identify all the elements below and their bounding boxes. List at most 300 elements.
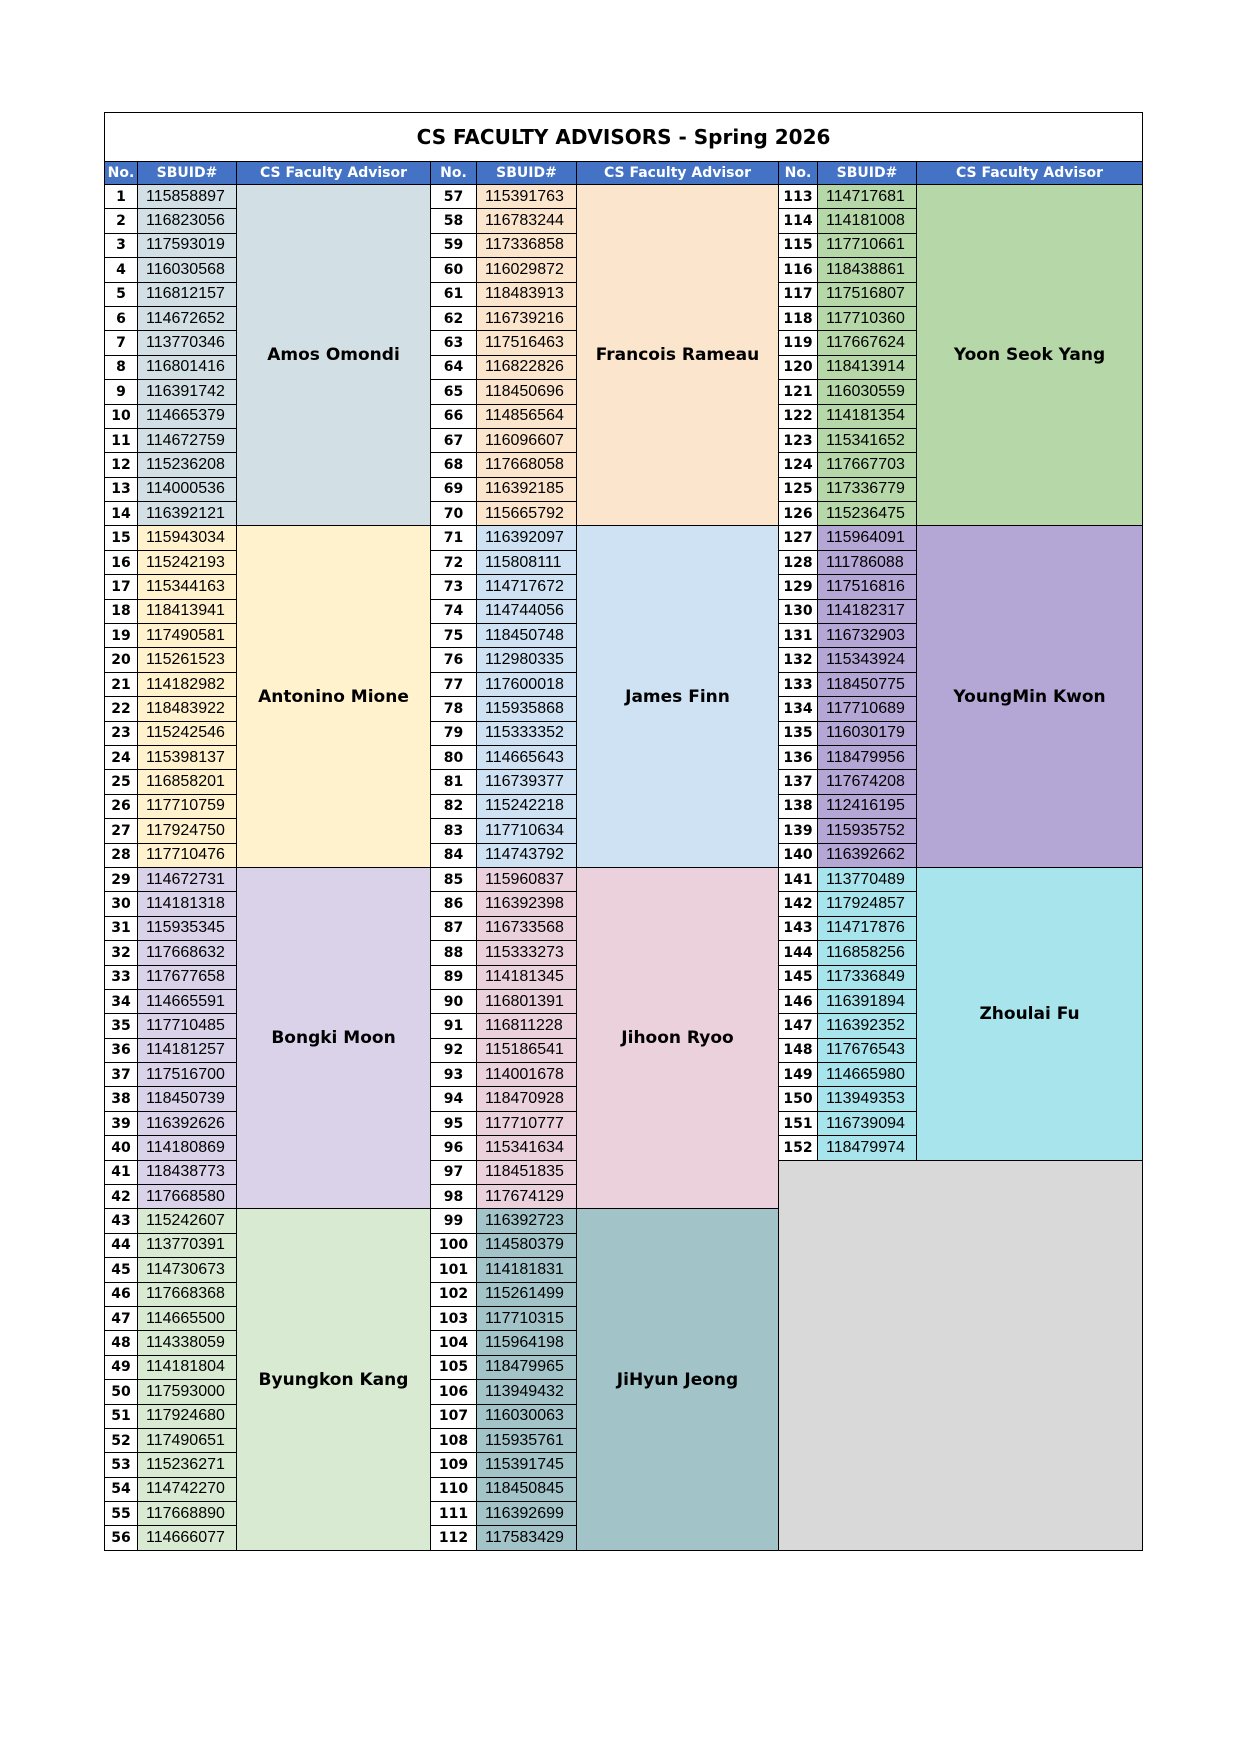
sbuid-cell: 116392121 <box>138 502 237 526</box>
row-number: 41 <box>105 1160 138 1184</box>
sbuid-cell: 115935345 <box>138 916 237 940</box>
advisor-name: Yoon Seok Yang <box>917 185 1143 526</box>
sbuid-cell: 117710315 <box>477 1306 577 1330</box>
row-number: 51 <box>105 1404 138 1428</box>
row-number: 117 <box>779 282 818 306</box>
row-number: 63 <box>431 331 477 355</box>
header-advisor: CS Faculty Advisor <box>917 162 1143 185</box>
sbuid-cell: 118413941 <box>138 599 237 623</box>
row-number: 22 <box>105 697 138 721</box>
sbuid-cell: 117710485 <box>138 1014 237 1038</box>
row-number: 20 <box>105 648 138 672</box>
sbuid-cell: 117674129 <box>477 1185 577 1209</box>
sbuid-cell: 114001678 <box>477 1063 577 1087</box>
row-number: 121 <box>779 380 818 404</box>
sbuid-cell: 116030179 <box>818 721 917 745</box>
sbuid-cell: 114181257 <box>138 1038 237 1062</box>
sbuid-cell: 115341652 <box>818 428 917 452</box>
sbuid-cell: 118470928 <box>477 1087 577 1111</box>
row-number: 95 <box>431 1111 477 1135</box>
row-number: 28 <box>105 843 138 867</box>
row-number: 24 <box>105 745 138 769</box>
row-number: 8 <box>105 355 138 379</box>
sbuid-cell: 114856564 <box>477 404 577 428</box>
row-number: 65 <box>431 380 477 404</box>
sbuid-cell: 118450845 <box>477 1477 577 1501</box>
row-number: 96 <box>431 1136 477 1160</box>
row-number: 130 <box>779 599 818 623</box>
sbuid-cell: 113770346 <box>138 331 237 355</box>
row-number: 90 <box>431 989 477 1013</box>
row-number: 62 <box>431 306 477 330</box>
empty-area <box>779 1160 1143 1550</box>
sbuid-cell: 117516700 <box>138 1063 237 1087</box>
sbuid-cell: 114672652 <box>138 306 237 330</box>
row-number: 76 <box>431 648 477 672</box>
sbuid-cell: 116391742 <box>138 380 237 404</box>
row-number: 40 <box>105 1136 138 1160</box>
sbuid-cell: 115391763 <box>477 185 577 209</box>
row-number: 150 <box>779 1087 818 1111</box>
row-number: 34 <box>105 989 138 1013</box>
row-number: 102 <box>431 1282 477 1306</box>
advisor-table <box>104 112 1143 1551</box>
row-number: 141 <box>779 867 818 891</box>
sbuid-cell: 113949353 <box>818 1087 917 1111</box>
sbuid-cell: 114744056 <box>477 599 577 623</box>
row-number: 50 <box>105 1380 138 1404</box>
header-sbuid: SBUID# <box>818 162 917 185</box>
row-number: 45 <box>105 1258 138 1282</box>
row-number: 36 <box>105 1038 138 1062</box>
row-number: 16 <box>105 550 138 574</box>
sbuid-cell: 115943034 <box>138 526 237 550</box>
sbuid-cell: 116392352 <box>818 1014 917 1038</box>
row-number: 60 <box>431 258 477 282</box>
header-row <box>105 162 1143 185</box>
advisor-name: JiHyun Jeong <box>577 1209 779 1550</box>
sbuid-cell: 116391894 <box>818 989 917 1013</box>
row-number: 139 <box>779 819 818 843</box>
sbuid-cell: 116739216 <box>477 306 577 330</box>
sbuid-cell: 114665643 <box>477 745 577 769</box>
sbuid-cell: 116733568 <box>477 916 577 940</box>
row-number: 54 <box>105 1477 138 1501</box>
sbuid-cell: 115344163 <box>138 575 237 599</box>
row-number: 77 <box>431 672 477 696</box>
row-number: 123 <box>779 428 818 452</box>
row-number: 131 <box>779 624 818 648</box>
row-number: 55 <box>105 1502 138 1526</box>
row-number: 86 <box>431 892 477 916</box>
row-number: 111 <box>431 1502 477 1526</box>
row-number: 89 <box>431 965 477 989</box>
advisor-name: Amos Omondi <box>237 185 431 526</box>
sbuid-cell: 118438773 <box>138 1160 237 1184</box>
row-number: 88 <box>431 941 477 965</box>
row-number: 48 <box>105 1331 138 1355</box>
sbuid-cell: 115242607 <box>138 1209 237 1233</box>
sbuid-cell: 112416195 <box>818 794 917 818</box>
row-number: 57 <box>431 185 477 209</box>
sbuid-cell: 115964198 <box>477 1331 577 1355</box>
sbuid-cell: 115935752 <box>818 819 917 843</box>
row-number: 140 <box>779 843 818 867</box>
sbuid-cell: 115964091 <box>818 526 917 550</box>
sbuid-cell: 115236271 <box>138 1453 237 1477</box>
row-number: 26 <box>105 794 138 818</box>
sbuid-cell: 118450739 <box>138 1087 237 1111</box>
sbuid-cell: 115261523 <box>138 648 237 672</box>
row-number: 68 <box>431 453 477 477</box>
sbuid-cell: 118413914 <box>818 355 917 379</box>
sbuid-cell: 115343924 <box>818 648 917 672</box>
sbuid-cell: 116392097 <box>477 526 577 550</box>
row-number: 70 <box>431 502 477 526</box>
row-number: 12 <box>105 453 138 477</box>
sbuid-cell: 117668632 <box>138 941 237 965</box>
sbuid-cell: 114181804 <box>138 1355 237 1379</box>
sbuid-cell: 115858897 <box>138 185 237 209</box>
row-number: 75 <box>431 624 477 648</box>
row-number: 73 <box>431 575 477 599</box>
row-number: 43 <box>105 1209 138 1233</box>
sbuid-cell: 114742270 <box>138 1477 237 1501</box>
sbuid-cell: 116811228 <box>477 1014 577 1038</box>
sbuid-cell: 117710360 <box>818 306 917 330</box>
row-number: 66 <box>431 404 477 428</box>
sbuid-cell: 117710476 <box>138 843 237 867</box>
sbuid-cell: 116801391 <box>477 989 577 1013</box>
sbuid-cell: 117668890 <box>138 1502 237 1526</box>
row-number: 138 <box>779 794 818 818</box>
sbuid-cell: 117710661 <box>818 233 917 257</box>
row-number: 97 <box>431 1160 477 1184</box>
row-number: 146 <box>779 989 818 1013</box>
sbuid-cell: 114672731 <box>138 867 237 891</box>
row-number: 110 <box>431 1477 477 1501</box>
row-number: 135 <box>779 721 818 745</box>
row-number: 119 <box>779 331 818 355</box>
sbuid-cell: 117516807 <box>818 282 917 306</box>
sbuid-cell: 116030559 <box>818 380 917 404</box>
advisor-name: James Finn <box>577 526 779 867</box>
sbuid-cell: 114000536 <box>138 477 237 501</box>
sbuid-cell: 114338059 <box>138 1331 237 1355</box>
sbuid-cell: 117593019 <box>138 233 237 257</box>
row-number: 67 <box>431 428 477 452</box>
sbuid-cell: 117674208 <box>818 770 917 794</box>
row-number: 38 <box>105 1087 138 1111</box>
row-number: 114 <box>779 209 818 233</box>
sbuid-cell: 117710689 <box>818 697 917 721</box>
sbuid-cell: 118450748 <box>477 624 577 648</box>
row-number: 94 <box>431 1087 477 1111</box>
row-number: 115 <box>779 233 818 257</box>
row-number: 109 <box>431 1453 477 1477</box>
row-number: 42 <box>105 1185 138 1209</box>
sbuid-cell: 115333273 <box>477 941 577 965</box>
sbuid-cell: 115242218 <box>477 794 577 818</box>
row-number: 56 <box>105 1526 138 1550</box>
row-number: 59 <box>431 233 477 257</box>
row-number: 107 <box>431 1404 477 1428</box>
row-number: 15 <box>105 526 138 550</box>
row-number: 58 <box>431 209 477 233</box>
sbuid-cell: 116858201 <box>138 770 237 794</box>
sbuid-cell: 116823056 <box>138 209 237 233</box>
sbuid-cell: 118479965 <box>477 1355 577 1379</box>
header-sbuid: SBUID# <box>138 162 237 185</box>
sbuid-cell: 117924680 <box>138 1404 237 1428</box>
sbuid-cell: 116812157 <box>138 282 237 306</box>
row-number: 2 <box>105 209 138 233</box>
row-number: 106 <box>431 1380 477 1404</box>
sbuid-cell: 115261499 <box>477 1282 577 1306</box>
row-number: 100 <box>431 1233 477 1257</box>
sbuid-cell: 116739377 <box>477 770 577 794</box>
sbuid-cell: 117516463 <box>477 331 577 355</box>
sbuid-cell: 117336858 <box>477 233 577 257</box>
row-number: 137 <box>779 770 818 794</box>
sbuid-cell: 114717681 <box>818 185 917 209</box>
sbuid-cell: 113770391 <box>138 1233 237 1257</box>
sbuid-cell: 114180869 <box>138 1136 237 1160</box>
row-number: 61 <box>431 282 477 306</box>
row-number: 1 <box>105 185 138 209</box>
row-number: 120 <box>779 355 818 379</box>
table-row <box>105 867 1143 891</box>
sbuid-cell: 114672759 <box>138 428 237 452</box>
row-number: 93 <box>431 1063 477 1087</box>
sbuid-cell: 118483922 <box>138 697 237 721</box>
sbuid-cell: 117668580 <box>138 1185 237 1209</box>
row-number: 49 <box>105 1355 138 1379</box>
sbuid-cell: 118451835 <box>477 1160 577 1184</box>
sbuid-cell: 116858256 <box>818 941 917 965</box>
row-number: 23 <box>105 721 138 745</box>
row-number: 152 <box>779 1136 818 1160</box>
advisor-name: Bongki Moon <box>237 867 431 1208</box>
sbuid-cell: 115665792 <box>477 502 577 526</box>
row-number: 92 <box>431 1038 477 1062</box>
sbuid-cell: 115242546 <box>138 721 237 745</box>
table-row <box>105 185 1143 209</box>
row-number: 17 <box>105 575 138 599</box>
row-number: 13 <box>105 477 138 501</box>
row-number: 46 <box>105 1282 138 1306</box>
sbuid-cell: 115186541 <box>477 1038 577 1062</box>
row-number: 133 <box>779 672 818 696</box>
sbuid-cell: 115808111 <box>477 550 577 574</box>
row-number: 122 <box>779 404 818 428</box>
row-number: 112 <box>431 1526 477 1550</box>
row-number: 98 <box>431 1185 477 1209</box>
row-number: 132 <box>779 648 818 672</box>
row-number: 105 <box>431 1355 477 1379</box>
sbuid-cell: 117336849 <box>818 965 917 989</box>
sbuid-cell: 112980335 <box>477 648 577 672</box>
row-number: 87 <box>431 916 477 940</box>
row-number: 37 <box>105 1063 138 1087</box>
sbuid-cell: 116801416 <box>138 355 237 379</box>
row-number: 35 <box>105 1014 138 1038</box>
row-number: 69 <box>431 477 477 501</box>
row-number: 151 <box>779 1111 818 1135</box>
row-number: 79 <box>431 721 477 745</box>
row-number: 3 <box>105 233 138 257</box>
row-number: 113 <box>779 185 818 209</box>
row-number: 144 <box>779 941 818 965</box>
sbuid-cell: 115242193 <box>138 550 237 574</box>
row-number: 53 <box>105 1453 138 1477</box>
sbuid-cell: 117490581 <box>138 624 237 648</box>
row-number: 126 <box>779 502 818 526</box>
header-advisor: CS Faculty Advisor <box>237 162 431 185</box>
advisor-name: Jihoon Ryoo <box>577 867 779 1208</box>
row-number: 31 <box>105 916 138 940</box>
row-number: 125 <box>779 477 818 501</box>
row-number: 101 <box>431 1258 477 1282</box>
row-number: 30 <box>105 892 138 916</box>
sbuid-cell: 118479974 <box>818 1136 917 1160</box>
sbuid-cell: 115236208 <box>138 453 237 477</box>
sbuid-cell: 118479956 <box>818 745 917 769</box>
row-number: 52 <box>105 1428 138 1452</box>
sbuid-cell: 114730673 <box>138 1258 237 1282</box>
sbuid-cell: 111786088 <box>818 550 917 574</box>
header-no: No. <box>431 162 477 185</box>
sbuid-cell: 117710634 <box>477 819 577 843</box>
row-number: 80 <box>431 745 477 769</box>
advisor-name: YoungMin Kwon <box>917 526 1143 867</box>
row-number: 47 <box>105 1306 138 1330</box>
row-number: 33 <box>105 965 138 989</box>
sbuid-cell: 117336779 <box>818 477 917 501</box>
row-number: 136 <box>779 745 818 769</box>
sbuid-cell: 117600018 <box>477 672 577 696</box>
sbuid-cell: 116392699 <box>477 1502 577 1526</box>
sbuid-cell: 116029872 <box>477 258 577 282</box>
sbuid-cell: 117710759 <box>138 794 237 818</box>
sbuid-cell: 117677658 <box>138 965 237 989</box>
sbuid-cell: 114181354 <box>818 404 917 428</box>
row-number: 11 <box>105 428 138 452</box>
sbuid-cell: 114182317 <box>818 599 917 623</box>
header-advisor: CS Faculty Advisor <box>577 162 779 185</box>
header-no: No. <box>105 162 138 185</box>
sbuid-cell: 114182982 <box>138 672 237 696</box>
row-number: 5 <box>105 282 138 306</box>
row-number: 44 <box>105 1233 138 1257</box>
row-number: 27 <box>105 819 138 843</box>
sheet-title: CS FACULTY ADVISORS - Spring 2026 <box>105 113 1143 162</box>
sbuid-cell: 114743792 <box>477 843 577 867</box>
sbuid-cell: 114717672 <box>477 575 577 599</box>
sbuid-cell: 116783244 <box>477 209 577 233</box>
sbuid-cell: 116392662 <box>818 843 917 867</box>
sbuid-cell: 117667624 <box>818 331 917 355</box>
row-number: 71 <box>431 526 477 550</box>
row-number: 83 <box>431 819 477 843</box>
sbuid-cell: 117710777 <box>477 1111 577 1135</box>
advisor-name: Antonino Mione <box>237 526 431 867</box>
row-number: 134 <box>779 697 818 721</box>
row-number: 147 <box>779 1014 818 1038</box>
row-number: 72 <box>431 550 477 574</box>
row-number: 108 <box>431 1428 477 1452</box>
row-number: 32 <box>105 941 138 965</box>
row-number: 25 <box>105 770 138 794</box>
row-number: 145 <box>779 965 818 989</box>
advisor-name: Zhoulai Fu <box>917 867 1143 1160</box>
sbuid-cell: 116096607 <box>477 428 577 452</box>
sbuid-cell: 115333352 <box>477 721 577 745</box>
row-number: 124 <box>779 453 818 477</box>
sbuid-cell: 117924750 <box>138 819 237 843</box>
sbuid-cell: 114181008 <box>818 209 917 233</box>
sbuid-cell: 114181345 <box>477 965 577 989</box>
row-number: 81 <box>431 770 477 794</box>
sbuid-cell: 117583429 <box>477 1526 577 1550</box>
header-sbuid: SBUID# <box>477 162 577 185</box>
sbuid-cell: 113949432 <box>477 1380 577 1404</box>
sbuid-cell: 114181831 <box>477 1258 577 1282</box>
sbuid-cell: 115960837 <box>477 867 577 891</box>
sbuid-cell: 117667703 <box>818 453 917 477</box>
row-number: 118 <box>779 306 818 330</box>
header-no: No. <box>779 162 818 185</box>
sbuid-cell: 117490651 <box>138 1428 237 1452</box>
sbuid-cell: 114580379 <box>477 1233 577 1257</box>
row-number: 143 <box>779 916 818 940</box>
sbuid-cell: 117516816 <box>818 575 917 599</box>
row-number: 14 <box>105 502 138 526</box>
sbuid-cell: 117668368 <box>138 1282 237 1306</box>
sbuid-cell: 117593000 <box>138 1380 237 1404</box>
sbuid-cell: 114665379 <box>138 404 237 428</box>
row-number: 7 <box>105 331 138 355</box>
sbuid-cell: 116392185 <box>477 477 577 501</box>
sbuid-cell: 115236475 <box>818 502 917 526</box>
row-number: 9 <box>105 380 138 404</box>
sbuid-cell: 113770489 <box>818 867 917 891</box>
row-number: 10 <box>105 404 138 428</box>
row-number: 85 <box>431 867 477 891</box>
sbuid-cell: 114665500 <box>138 1306 237 1330</box>
table-body <box>105 185 1143 1551</box>
row-number: 128 <box>779 550 818 574</box>
sbuid-cell: 115341634 <box>477 1136 577 1160</box>
sbuid-cell: 115935761 <box>477 1428 577 1452</box>
row-number: 103 <box>431 1306 477 1330</box>
row-number: 104 <box>431 1331 477 1355</box>
sbuid-cell: 114665591 <box>138 989 237 1013</box>
row-number: 84 <box>431 843 477 867</box>
row-number: 6 <box>105 306 138 330</box>
sbuid-cell: 117668058 <box>477 453 577 477</box>
sbuid-cell: 115935868 <box>477 697 577 721</box>
row-number: 149 <box>779 1063 818 1087</box>
sbuid-cell: 118483913 <box>477 282 577 306</box>
sbuid-cell: 115391745 <box>477 1453 577 1477</box>
row-number: 19 <box>105 624 138 648</box>
advisor-name: Byungkon Kang <box>237 1209 431 1550</box>
sbuid-cell: 114665980 <box>818 1063 917 1087</box>
sbuid-cell: 117676543 <box>818 1038 917 1062</box>
row-number: 116 <box>779 258 818 282</box>
sbuid-cell: 114181318 <box>138 892 237 916</box>
